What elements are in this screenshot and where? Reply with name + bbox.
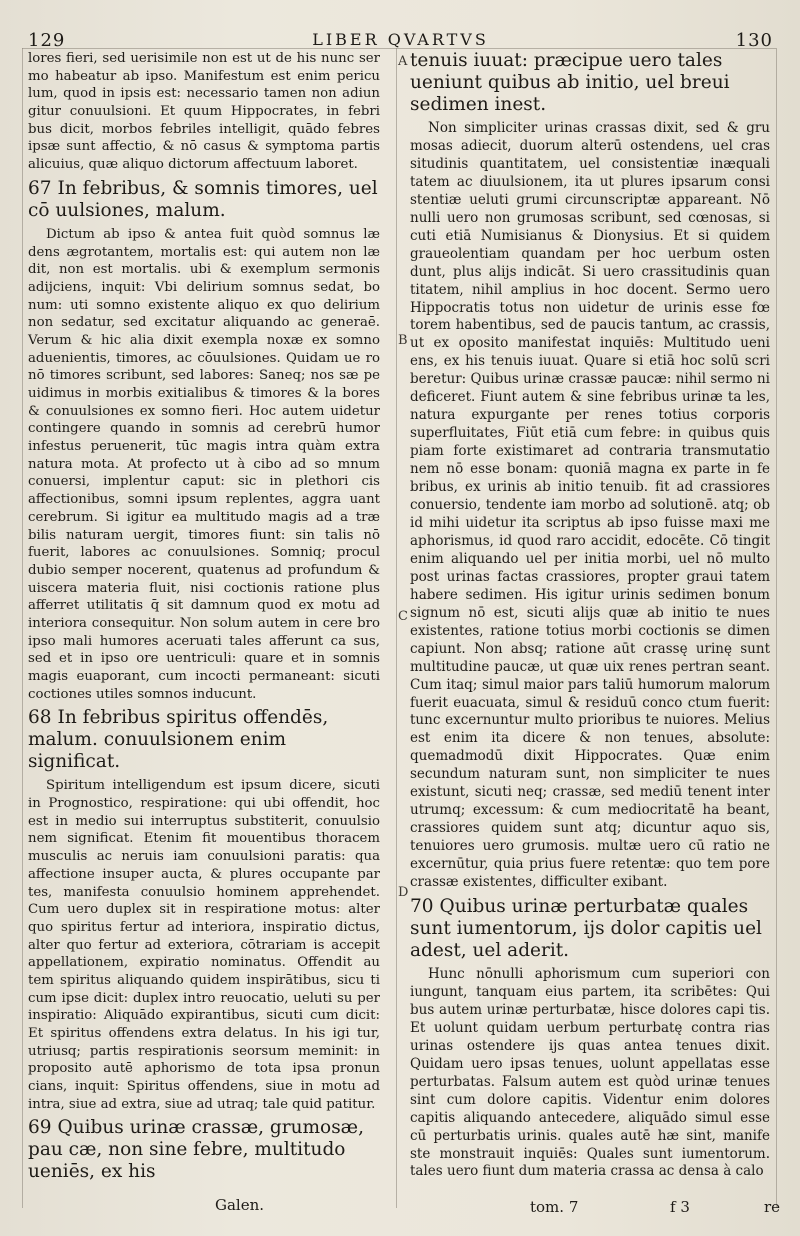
right-column: [410, 50, 770, 1181]
running-title: LIBER QVARTVS: [312, 30, 489, 49]
aphorism-number: 69: [28, 1117, 52, 1139]
aphorism-number: 70: [410, 895, 434, 917]
page-number-right: 130: [735, 30, 773, 51]
aphorism-heading: [28, 707, 380, 773]
aphorism-text: In febribus, & somnis timores, uel cō uulsiones, malum.: [28, 177, 378, 221]
gutter-rule: [396, 48, 397, 1208]
aphorism-heading: [28, 1117, 380, 1183]
aphorism-number: 68: [28, 707, 52, 729]
aphorism-text: Quibus urinæ crassæ, grumosæ, pau cæ, non sine febre, multitudo ueniēs, ex his: [28, 1117, 364, 1183]
signature-mark: f 3: [670, 1198, 690, 1216]
catchword-right: re: [763, 1198, 780, 1216]
aphorism-text: In febribus spiritus offendēs, malum. conuulsionem enim significat.: [28, 707, 329, 773]
paragraph: Dictum ab ipso & antea fuit quòd somnus læ dens ægrotantem, mortalis est: qui autem non læ dit, non est mortalis. ubi & exemplum sermonis adijciens, inquit: Vbi delirium somnus sedat, bo num: uti somno existente aliquo ex quo delirium non sedatur, sed excitatur aliquando ac generaē. Verum & hic alia dixit exempla noxæ ex somno aduenientis, timores, ac cōuulsiones. Quidam ue ro nō timores scribunt, sed labores: Saneq; nos sæ pe uidimus in morbis exitialibus & timores & la bores & conuulsiones ex somno fieri. Hoc autem uidetur contingere quando in somnis ad cerebrū humor infestus peruenerit, tūc magis intra quàm extra natura mota. At profecto ut à cibo ad so mnum conuersi, implentur caput: sic in plethori cis affectionibus, somni ipsum replentes, aggra uant cerebrum. Si igitur ea multitudo magis ad a træ bilis naturam uergit, timores fiunt: sin talis nō fuerit, labores ac conuulsiones. Somniq; procul dubio semper nocerent, quatenus ad profundum & uiscera materia fluit, nisi coctionis ratione plus afferret utilitatis q̄ sit damnum quod ex motu ad interiora consequitur. Non solum autem in cere bro ipso mali humores aceruati tales afferunt ca sus, sed et in ipso ore uentriculi: quare et in somnis magis euaporant, cum incocti permaneant: sicuti coctiones utiles somnos inducunt.: [28, 226, 380, 702]
catchword-left: Galen.: [215, 1196, 265, 1214]
margin-letter-d: D: [398, 885, 409, 900]
aphorism-number: 67: [28, 177, 52, 199]
page-number-left: 129: [28, 30, 66, 51]
left-margin-rule: [22, 48, 23, 1208]
aphorism-heading: [410, 896, 770, 962]
paragraph: lores fieri, sed uerisimile non est ut de his nunc ser mo habeatur ab ipso. Manifestum est enim pericu lum, quod in ipsis est: necessario tamen non adiun gitur conuulsioni. Et quum Hippocrates, in febri bus dicit, morbos febriles intelligit, quādo febres ipsæ sunt affectio, & nō casus & symptoma partis alicuius, quæ aliquo dictorum affectuum laboret.: [28, 51, 380, 173]
margin-letter-a: A: [398, 54, 408, 69]
volume-mark: tom. 7: [530, 1198, 579, 1216]
paragraph: Non simpliciter urinas crassas dixit, sed & gru mosas adiecit, duorum alterū ostendens, uel cras situdinis quantitatem, uel consistentiæ inæquali tatem ac diuulsionem, ita ut plures ipsarum consi stentiæ ueluti grumi circunscriptæ appareant. Nō nulli uero non grumosas scribunt, sed cœnosas, si cuti etiā Numisianus & Dionysius. Et si quidem graueolentiam quandam per hoc uerbum osten dunt, plus alijs indicāt. Si uero crassitudinis quan titatem, nihil amplius in hoc docent. Sermo uero Hippocratis totus non uidetur de urinis esse fœ torem habentibus, sed de paucis tantum, ac crassis, ut ex oposito manifestat inquiēs: Multitudo ueni ens, ex his tenuis iuuat. Quare si etiā hoc solū scri beretur: Quibus urinæ crassæ paucæ: nihil sermo ni deficeret. Fiunt autem & sine febribus urinæ ta les, natura expurgante per renes totius corporis superfluitates, Fiūt etiā cum febre: in quibus quis piam forte existimaret ad contraria transmutatio nem nō esse bonam: quoniā magna ex parte in fe bribus, ex urinis ab initio tenuib. fit ad crassiores conuersio, tendente iam morbo ad solutionē. atq; ob id mihi uidetur ita scriptus ab ipso fuisse maxi me aphorismus, id quod raro accidit, edocēte. Cō tingit enim aliquando uel per initia morbi, uel nō multo post urinas factas crassiores, propter graui tatem habere sedimen. His igitur urinis sedimen bonum signum nō est, sicuti alijs quæ ab initio te nues existentes, ratione totius morbi coctionis se dimen capiunt. Non absq; ratione aūt crassę urinę sunt multitudine paucæ, ut quæ uix renes pertran seant. Cum itaq; simul maior pars taliū humorum malorum fuerit euacuata, simul & residuū conco ctum fuerit: tunc excernuntur multo prioribus te nuiores. Melius est enim ita dicere & non tenues, absolute: quemadmodū dixit Hippocrates. Quæ enim secundum naturam sunt, non simpliciter te nues existunt, sicuti neq; crassæ, sed mediū tenent inter utrumq; excessum: & cum mediocritatē ha beant, crassiores quidem sunt atq; dicuntur aquo sis, tenuiores uero grumosis. multæ uero cū ratio ne excernūtur, quia prius fuere retentæ: quo tem pore crassæ existentes, difficulter exibant.: [410, 120, 770, 891]
aphorism-text: Quibus urinæ perturbatæ quales sunt iumentorum, ijs dolor capitis uel adest, uel aderit.: [410, 895, 762, 961]
aphorism-continuation: tenuis iuuat: præcipue uero tales ueniunt quibus ab initio, uel breui sedimen inest.: [410, 50, 730, 115]
margin-letter-b: B: [398, 333, 408, 348]
margin-letter-c: C: [398, 609, 408, 624]
left-column: [28, 50, 380, 1187]
right-margin-rule: [776, 48, 777, 1208]
paragraph: Spiritum intelligendum est ipsum dicere, sicuti in Prognostico, respiratione: qui ubi offendit, hoc est in medio sui interruptus substiterit, conuulsio nem significat. Etenim fit mouentibus thoracem musculis ac neruis iam conuulsioni paratis: qua affectione insuper aucta, & plures occupante par tes, manifesta conuulsio hominem apprehendet. Cum uero duplex sit in respiratione motus: alter quo spiritus fertur ad interiora, inspiratio dictus, alter quo fertur ad exteriora, cōtrariam is accepit appellationem, expiratio nominatus. Offendit au tem spiritus aliquando quidem inspirātibus, sicu ti cum ipse dicit: duplex intro reuocatio, ueluti su per inspiratio: Aliquādo expirantibus, sicuti cum dicit: Et spiritus offendens extra delatus. In his igi tur, utriusq; partis respirationis seorsum meminit: in proposito autē aphorismo de tota ipsa pronun cians, inquit: Spiritus offendens, siue in motu ad intra, siue ad extra, siue ad utraq; tale quid patitur.: [28, 778, 380, 1112]
aphorism-heading: [28, 178, 380, 222]
paragraph: Hunc nōnulli aphorismum cum superiori con iungunt, tanquam eius partem, ita scribētes: Qui bus autem urinæ perturbatæ, hisce dolores capi tis. Et uolunt quidam uerbum perturbatę contra rias urinas ostendere ijs quas antea tenues dixit. Quidam uero ipsas tenues, uolunt appellatas esse perturbatas. Falsum autem est quòd urinæ tenues sint cum dolore capitis. Videntur enim dolores capitis aliquando antecedere, aliquādo simul esse cū perturbatis urinis. quales autē hæ sint, manife ste monstrauit inquiēs: Quales sunt iumentorum. tales uero fiunt dum materia crassa ac densa à calo: [410, 965, 770, 1180]
page-footer: [530, 1198, 780, 1220]
